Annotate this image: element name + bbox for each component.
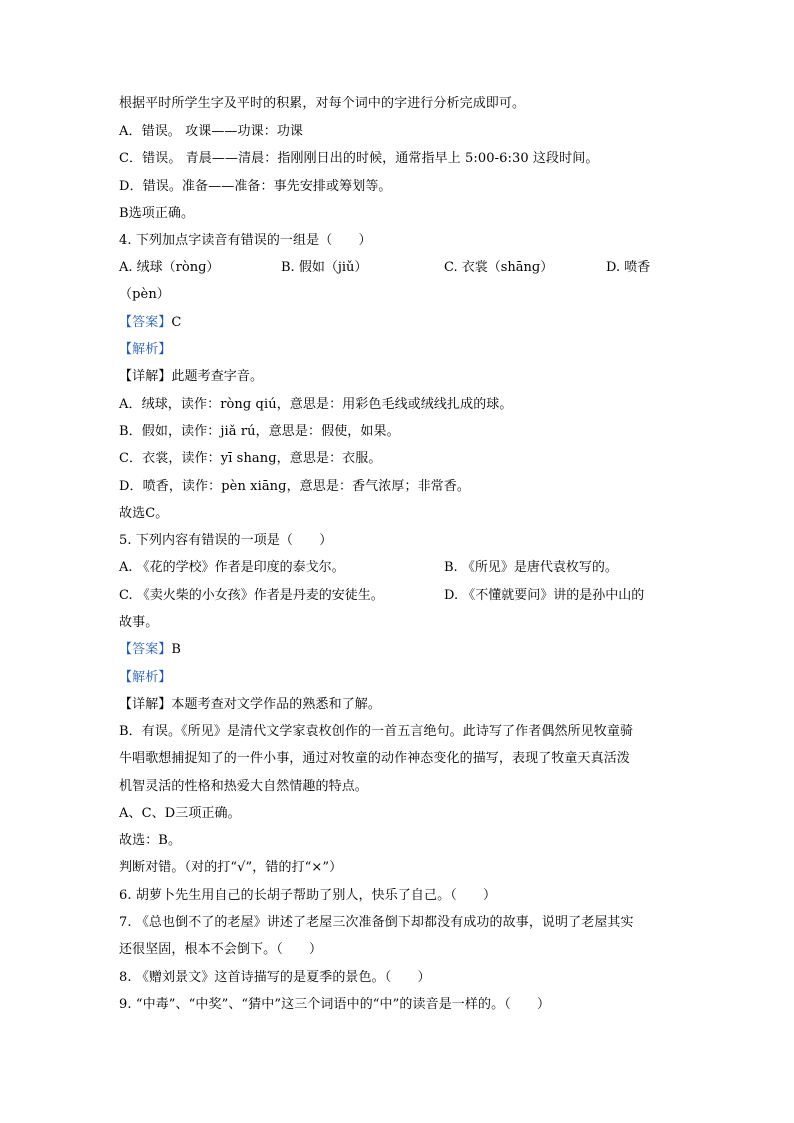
- q4-detail-row: [119, 368, 263, 386]
- q5-answer-row: [119, 641, 181, 659]
- q5-explanation-line-1: B．有误。《所见》是清代文学家袁枚创作的一首五言绝句。此诗写了作者偶然所见牧童骑: [119, 724, 634, 739]
- detail-text: 此题考查字音。: [171, 369, 264, 384]
- q3-conclusion: B选项正确。: [119, 206, 195, 221]
- q5-stem: 5. 下列内容有错误的一项是（ ）: [119, 533, 333, 548]
- detail-label: 【详解】: [119, 369, 172, 384]
- q4-explanation-a: A．绒球，读作：rònɡ qiú，意思是：用彩色毛线或绒线扎成的球。: [119, 397, 513, 412]
- q3-explanation-c: C．错误。 青晨——清晨：指刚刚日出的时候，通常指早上 5:00-6:30 这段时间。: [119, 151, 599, 166]
- q5-option-a: A. 《花的学校》作者是印度的泰戈尔。: [119, 560, 345, 575]
- judge-q7-line-2: 还很坚固，根本不会倒下。（ ）: [119, 942, 323, 957]
- judge-q8: 8. 《赠刘景文》这首诗描写的是夏季的景色。（ ）: [119, 970, 431, 985]
- answer-value: C: [171, 315, 182, 330]
- q4-conclusion: 故选C。: [119, 506, 169, 521]
- answer-label: 【答案】: [119, 642, 172, 657]
- detail-text: 本题考查对文学作品的熟悉和了解。: [171, 697, 382, 712]
- q4-option-c: C. 衣裳（shānɡ）: [444, 260, 554, 275]
- judge-q9: 9. “中毒”、“中奖”、“猜中”这三个词语中的“中”的读音是一样的。（ ）: [119, 997, 551, 1012]
- q4-stem: 4. 下列加点字读音有错误的一组是（ ）: [119, 233, 372, 248]
- q5-detail-row: [119, 696, 381, 714]
- q5-conclusion: 故选：B。: [119, 833, 182, 848]
- q4-option-d: D. 喷香: [606, 260, 651, 275]
- q5-analysis-label: 【解析】: [119, 670, 172, 685]
- q5-explanation-line-2: 牛唱歌想捕捉知了的一件小事，通过对牧童的动作神态变化的描写，表现了牧童天真活泼: [119, 751, 630, 766]
- q5-option-d-continued: 故事。: [119, 615, 159, 630]
- q4-option-d-continued: （pèn）: [119, 287, 170, 302]
- q4-explanation-c: C．衣裳，读作：yī shanɡ，意思是：衣服。: [119, 451, 382, 466]
- q4-option-a: A. 绒球（rònɡ）: [119, 260, 220, 275]
- judge-q6: 6. 胡萝卜先生用自己的长胡子帮助了别人，快乐了自己。（ ）: [119, 888, 497, 903]
- q4-answer-row: [119, 314, 181, 332]
- q5-explanation-line-3: 机智灵活的性格和热爱大自然情趣的特点。: [119, 779, 368, 794]
- judge-q7-line-1: 7. 《总也倒不了的老屋》讲述了老屋三次准备倒下却都没有成功的故事，说明了老屋其实: [119, 915, 634, 930]
- q3-analysis-intro: 根据平时所学生字及平时的积累，对每个词中的字进行分析完成即可。: [119, 96, 526, 111]
- answer-label: 【答案】: [119, 315, 172, 330]
- q5-option-d: D. 《不懂就要问》讲的是孙中山的: [444, 588, 645, 603]
- q4-option-b: B. 假如（jiǔ）: [281, 260, 368, 275]
- judge-section-heading: 判断对错。（对的打“√”，错的打“×”）: [119, 860, 343, 875]
- q5-others-correct: A、C、D三项正确。: [119, 806, 241, 821]
- q3-explanation-d: D．错误。准备——准备：事先安排或筹划等。: [119, 179, 392, 194]
- q4-explanation-b: B．假如，读作：jiǎ rú，意思是：假使，如果。: [119, 424, 400, 439]
- q5-option-c: C. 《卖火柴的小女孩》作者是丹麦的安徒生。: [119, 588, 384, 603]
- q4-explanation-d: D．喷香，读作：pèn xiānɡ，意思是：香气浓厚；非常香。: [119, 479, 470, 494]
- detail-label: 【详解】: [119, 697, 172, 712]
- answer-value: B: [171, 642, 182, 657]
- q4-analysis-label: 【解析】: [119, 342, 172, 357]
- q3-explanation-a: A．错误。 攻课——功课：功课: [119, 124, 304, 139]
- q5-option-b: B. 《所见》是唐代袁枚写的。: [444, 560, 618, 575]
